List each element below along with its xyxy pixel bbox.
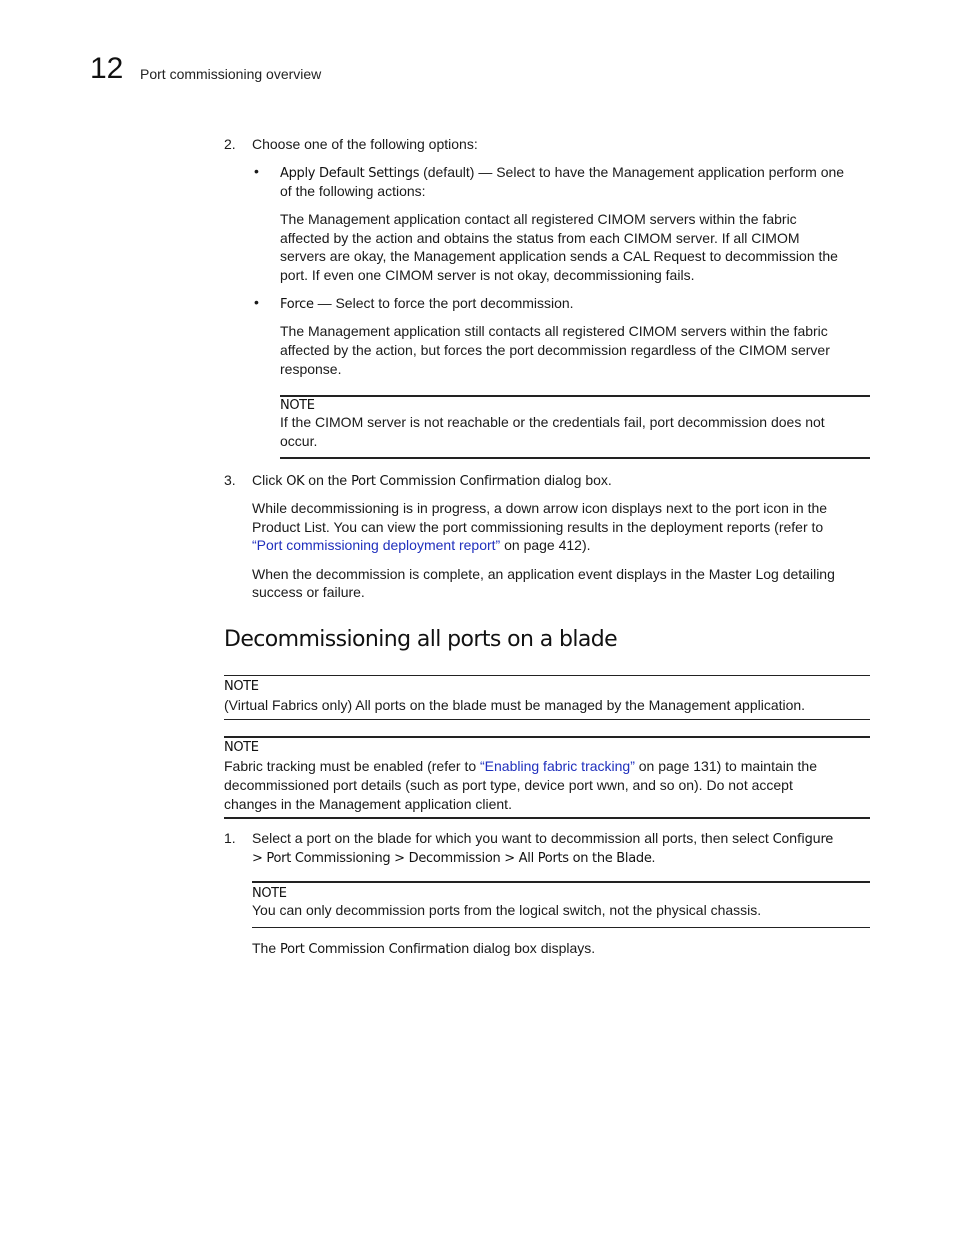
step-1-line1: Select a port on the blade for which you want to decommission all ports, then select Configure (252, 830, 833, 847)
note-text-line: Fabric tracking must be enabled (refer to “Enabling fabric tracking” on page 131) to maintain the (224, 758, 818, 774)
step-1-number: 1. (224, 830, 236, 846)
bullet-icon: • (254, 294, 259, 310)
note-rule-top (224, 675, 870, 676)
enabling-fabric-tracking-link[interactable]: “Enabling fabric tracking” (480, 758, 635, 774)
para-line: affected by the action and obtains the status from each CIMOM server. If all CIMOM (280, 230, 800, 246)
note-rule-bottom (280, 457, 870, 459)
note-rule-top (224, 736, 870, 738)
note-label: NOTE (252, 886, 287, 901)
section-heading: Decommissioning all ports on a blade (224, 627, 618, 652)
dialog-name-term: Port Commission Confirmation (280, 942, 470, 957)
step-1-line2: > Port Commissioning > Decommission > All Ports on the Blade. (252, 849, 656, 866)
note-label: NOTE (224, 740, 259, 755)
bullet-force: Force — Select to force the port decommission. (280, 295, 574, 312)
deployment-report-link[interactable]: “Port commissioning deployment report” (252, 537, 501, 553)
para-line: “Port commissioning deployment report” on page 412). (252, 537, 591, 553)
note-label: NOTE (280, 398, 315, 413)
note-text-line: You can only decommission ports from the logical switch, not the physical chassis. (252, 902, 762, 918)
note-text-line: changes in the Management application client. (224, 796, 512, 812)
final-line: The Port Commission Confirmation dialog box displays. (252, 940, 596, 957)
para-line: success or failure. (252, 584, 365, 600)
para-line: response. (280, 361, 342, 377)
para-line: affected by the action, but forces the port decommission regardless of the CIMOM server (280, 342, 830, 358)
para-line: The Management application still contacts all registered CIMOM servers within the fabric (280, 323, 828, 339)
note-text-line: decommissioned port details (such as port type, device port wwn, and so on). Do not accept (224, 777, 793, 793)
para-line: The Management application contact all registered CIMOM servers within the fabric (280, 211, 797, 227)
note-rule-top (252, 881, 870, 883)
chapter-number: 12 (90, 52, 124, 85)
menu-path-term: > Port Commissioning > Decommission > All Ports on the Blade (252, 851, 652, 866)
para-line: Product List. You can view the port commissioning results in the deployment reports (refer to (252, 519, 824, 535)
note-rule-bottom (252, 927, 870, 928)
step-3-text: Click OK on the Port Commission Confirmation dialog box. (252, 472, 612, 489)
bullet-icon: • (254, 163, 259, 179)
step-2-intro: Choose one of the following options: (252, 136, 478, 152)
note-text-line: occur. (280, 433, 318, 449)
force-term: Force (280, 297, 314, 312)
note-rule-bottom (224, 817, 870, 819)
note-rule-bottom (224, 719, 870, 720)
apply-default-settings-term: Apply Default Settings (280, 166, 420, 181)
note-rule-top (280, 395, 870, 397)
configure-menu-term: Configure (772, 832, 833, 847)
step-2-number: 2. (224, 136, 236, 152)
step-3-number: 3. (224, 472, 236, 488)
dialog-name-term: Port Commission Confirmation (351, 474, 541, 489)
para-line: port. If even one CIMOM server is not okay, decommissioning fails. (280, 267, 695, 283)
note-text-line: (Virtual Fabrics only) All ports on the blade must be managed by the Management application. (224, 697, 806, 713)
ok-button-term: OK (286, 474, 305, 489)
note-text-line: If the CIMOM server is not reachable or the credentials fail, port decommission does not (280, 414, 825, 430)
para-line: While decommissioning is in progress, a down arrow icon displays next to the port icon in the (252, 500, 828, 516)
bullet-apply-default-line1: Apply Default Settings (default) — Select to have the Management application perform one (280, 164, 845, 181)
para-line: servers are okay, the Management application sends a CAL Request to decommission the (280, 248, 838, 264)
running-header-title: Port commissioning overview (140, 66, 322, 82)
note-label: NOTE (224, 679, 259, 694)
para-line: When the decommission is complete, an application event displays in the Master Log detailing (252, 566, 835, 582)
bullet-apply-default-line2: of the following actions: (280, 183, 426, 199)
